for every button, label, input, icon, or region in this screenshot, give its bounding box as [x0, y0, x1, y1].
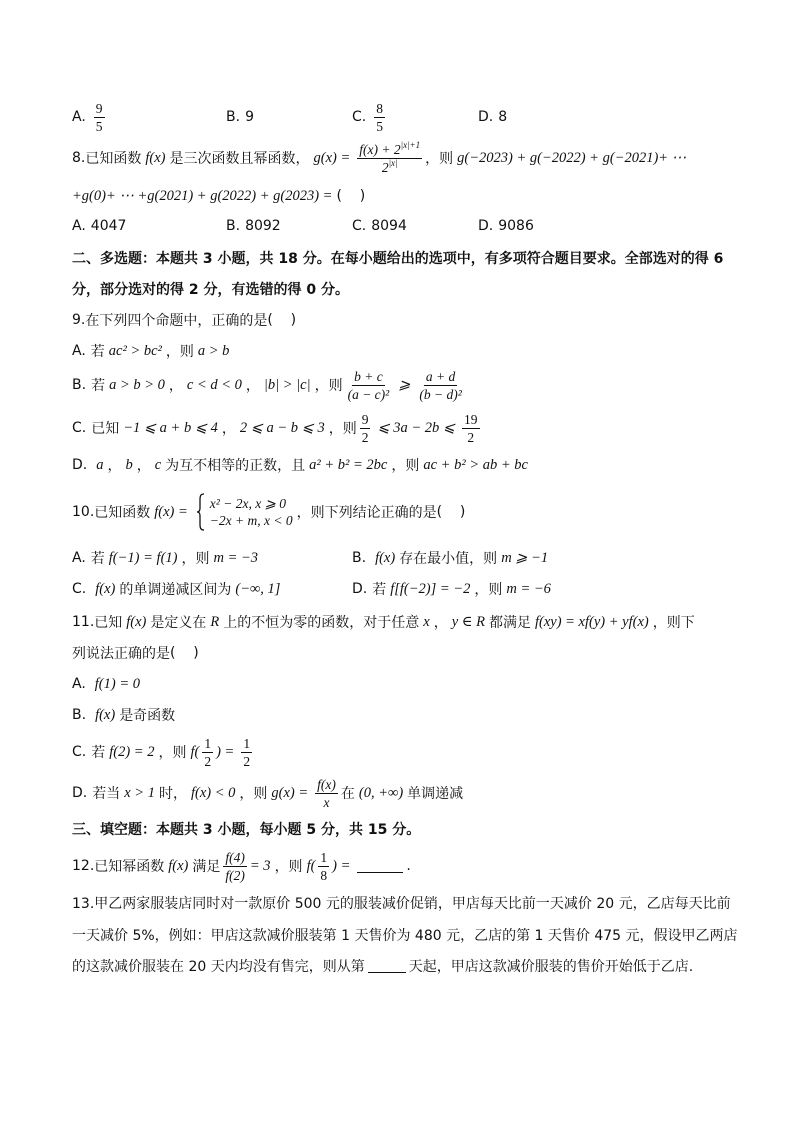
question-number: 9.: [72, 312, 86, 328]
stem-text: 都满足: [488, 615, 531, 631]
numerator: 8: [376, 100, 383, 116]
option-value: 9: [245, 109, 254, 125]
denominator: (b − d)²: [419, 386, 462, 402]
stem-text: ，则下列结论正确的是: [296, 505, 437, 521]
fraction: [315, 777, 338, 810]
numerator: a + d: [425, 368, 456, 384]
option-value: 8: [498, 109, 508, 125]
option-value: 4047: [90, 218, 127, 234]
stem-text: ，: [433, 615, 448, 631]
denominator: 2: [467, 429, 475, 445]
option-text: ，则: [328, 421, 357, 437]
denominator-base: 2: [381, 159, 389, 175]
q10-option-c: [72, 571, 284, 607]
q8-option-b: [226, 208, 281, 244]
math-expr: f(−1) = f(1): [108, 549, 178, 566]
option-label: B.: [226, 109, 241, 125]
left-brace-icon: [196, 493, 205, 531]
denominator: f(2): [225, 867, 245, 883]
option-text: ，则: [474, 582, 503, 598]
math-expr: R: [210, 613, 220, 630]
math-expr: (−∞, 1]: [235, 580, 281, 597]
fraction: [94, 101, 105, 134]
q8-stem-line-1: [72, 140, 690, 176]
math-expr: a² + b² = 2bc: [309, 456, 388, 473]
fraction: [318, 850, 329, 883]
stem-text: 在下列四个命题中，正确的是: [85, 313, 268, 329]
answer-blank: [368, 959, 406, 973]
option-label: C.: [72, 581, 87, 597]
stem-text: ，则下: [652, 615, 695, 631]
fraction: [223, 850, 247, 883]
q9-option-c: [72, 410, 483, 446]
stem-text: 已知函数: [85, 151, 142, 167]
numerator-base: f(x) + 2: [359, 141, 401, 157]
math-expr: c: [154, 456, 162, 473]
option-text: 若: [372, 582, 387, 598]
option-label: D.: [72, 785, 88, 801]
option-text: ，: [221, 421, 236, 437]
math-expr: f(xy) = xf(y) + yf(x): [534, 613, 649, 630]
option-text: ，则: [181, 551, 210, 567]
option-label: A.: [72, 550, 86, 566]
option-text: 存在最小值，则: [399, 551, 498, 567]
math-expr: x: [423, 613, 430, 630]
numerator: 9: [95, 100, 103, 116]
math-expr: f(x): [95, 580, 116, 597]
fraction: [346, 369, 392, 402]
option-label: D.: [478, 218, 494, 234]
q9-option-d: [72, 447, 532, 483]
stem-text: 满足: [192, 859, 221, 875]
math-expr: f(: [306, 857, 316, 874]
stem-text: 已知幂函数: [94, 859, 165, 875]
denominator: 2: [243, 753, 251, 769]
math-expr: a > b: [197, 342, 230, 359]
math-expr: f[f(−2)] = −2: [390, 580, 471, 597]
q7-option-b: [226, 99, 254, 135]
math-expr: +g(0)+ ⋯ +g(2021) + g(2022) + g(2023) =: [72, 187, 333, 204]
stem-text: 列说法正确的是: [72, 646, 170, 662]
q11-option-b: [72, 697, 175, 733]
section-3-heading: [72, 811, 420, 847]
question-number: 8.: [72, 150, 86, 166]
q7-option-a: [72, 99, 108, 135]
option-value: 9086: [498, 218, 534, 234]
q12-stem: [72, 848, 411, 884]
answer-parentheses: ( ): [267, 312, 297, 328]
answer-parentheses: ( ): [436, 504, 466, 520]
q13-stem-line-1: [72, 885, 731, 921]
denominator: 2: [361, 429, 369, 445]
q9-option-a: [72, 333, 233, 369]
answer-parentheses: ( ): [336, 188, 366, 204]
option-label: D.: [478, 109, 494, 125]
stem-text: 天起，甲店这款减价服装的售价开始低于乙店.: [408, 959, 694, 975]
denominator: 2: [204, 753, 212, 769]
q8-option-c: [352, 208, 407, 244]
denominator: x: [323, 794, 330, 810]
math-expr: f(2) = 2: [109, 743, 155, 760]
math-expr: a > b > 0: [109, 376, 165, 393]
stem-text: 已知函数: [94, 505, 151, 521]
option-text: 的单调递减区间为: [119, 582, 232, 598]
math-expr: c < d < 0: [186, 376, 242, 393]
math-expr: y ∈ R: [451, 613, 485, 630]
case-row-1: x² − 2x, x ⩾ 0: [209, 496, 286, 511]
option-label: A.: [72, 343, 86, 359]
numerator: f(4): [225, 849, 245, 865]
stem-text: 已知: [94, 615, 123, 631]
denominator: 5: [95, 118, 103, 134]
q11-option-d: [72, 775, 463, 811]
stem-text: 是定义在: [150, 615, 207, 631]
denominator: [380, 159, 400, 175]
math-expr: −1 ⩽ a + b ⩽ 4: [123, 419, 218, 436]
math-expr: f(: [190, 743, 200, 760]
option-label: B.: [352, 550, 367, 566]
option-text: 在: [340, 786, 355, 802]
option-label: D.: [352, 581, 368, 597]
stem-text: ，则: [425, 151, 454, 167]
math-expr: |b| > |c|: [263, 376, 311, 393]
option-text: ，则: [158, 745, 187, 761]
fraction: [241, 736, 252, 769]
option-value: 8092: [245, 218, 281, 234]
math-expr: ac + b² > ab + bc: [423, 456, 528, 473]
option-text: 若: [90, 551, 105, 567]
q11-option-c: [72, 734, 255, 770]
question-number: 10.: [72, 504, 95, 520]
numerator: [357, 139, 422, 159]
option-text: 已知: [91, 421, 120, 437]
math-expr: m = −3: [213, 549, 259, 566]
option-text: ，则: [314, 378, 343, 394]
math-expr: ac² > bc²: [108, 342, 162, 359]
stem-text: 是三次函数且幂函数，: [169, 151, 310, 167]
option-text: ，则: [239, 786, 268, 802]
piecewise-cases: [210, 495, 293, 529]
q13-stem-line-3: [72, 948, 693, 984]
option-text: 单调递减: [407, 786, 464, 802]
option-text: ，: [107, 458, 122, 474]
q10-stem: [72, 490, 465, 534]
denominator: 5: [376, 118, 383, 134]
math-expr: m = −6: [506, 580, 551, 597]
math-expr: f(x): [168, 857, 189, 874]
math-expr: g(x) =: [271, 784, 309, 801]
option-value: 8094: [371, 218, 407, 234]
numerator: f(x): [317, 776, 336, 792]
q8-option-d: [478, 208, 534, 244]
fraction: [462, 412, 480, 445]
fraction: [360, 412, 371, 445]
fraction: [417, 369, 463, 402]
q8-option-a: [72, 208, 126, 244]
math-expr: f(x): [145, 149, 166, 166]
math-expr: ) =: [332, 857, 351, 874]
stem-text: ，则: [274, 859, 303, 875]
math-expr: x > 1: [124, 784, 155, 801]
option-text: ，: [168, 378, 183, 394]
option-label: D.: [72, 457, 88, 473]
numerator: b + c: [354, 368, 383, 384]
answer-blank: [357, 859, 403, 873]
option-label: A.: [72, 676, 86, 692]
question-number: 12.: [72, 858, 95, 874]
option-label: B.: [226, 218, 241, 234]
math-relation: ⩾: [398, 376, 411, 393]
math-expr: m ⩾ −1: [501, 549, 549, 566]
option-text: 若: [91, 378, 106, 394]
math-expr: f(x): [126, 613, 147, 630]
option-label: C.: [72, 744, 87, 760]
option-text: 若当: [92, 786, 121, 802]
fraction: [202, 736, 213, 769]
math-expr: f(x) =: [154, 503, 188, 520]
option-text: ，则: [391, 458, 420, 474]
denominator: 8: [320, 867, 328, 883]
option-label: C.: [352, 218, 367, 234]
option-text: 时，: [158, 786, 187, 802]
q7-option-d: [478, 99, 507, 135]
section-heading: 分，部分选对的得 2 分，有选错的得 0 分。: [72, 282, 349, 298]
fraction: [357, 139, 422, 175]
q9-option-b: [72, 367, 467, 403]
numerator: 1: [243, 735, 251, 751]
math-expr: 2 ⩽ a − b ⩽ 3: [239, 419, 325, 436]
option-label: C.: [72, 420, 87, 436]
option-label: B.: [72, 707, 87, 723]
math-expr: f(1) = 0: [94, 675, 141, 692]
numerator: 19: [464, 411, 478, 427]
option-text: 若: [91, 745, 106, 761]
numerator: 9: [361, 411, 369, 427]
option-label: C.: [352, 109, 367, 125]
math-expr: ⩽ 3a − 2b ⩽: [377, 419, 456, 436]
math-expr: = 3: [249, 857, 271, 874]
option-text: ，则: [165, 344, 194, 360]
math-expr: f(x): [95, 706, 116, 723]
option-text: 为互不相等的正数，且: [165, 458, 306, 474]
q10-option-d: [352, 571, 555, 607]
section-heading: 二、多选题：本题共 3 小题，共 18 分。在每小题给出的选项中，有多项符合题目要求。全部选对的得 6: [72, 251, 724, 267]
stem-text: 的这款减价服装在 20 天内均没有售完，则从第: [72, 959, 365, 975]
case-row-2: −2x + m, x < 0: [209, 513, 293, 528]
answer-parentheses: ( ): [170, 645, 199, 661]
math-expr: a: [96, 456, 104, 473]
numerator: 1: [320, 849, 328, 865]
stem-text: 13.甲乙两家服装店同时对一款原价 500 元的服装减价促销，甲店每天比前一天减价 20 元，乙店每天比前: [72, 896, 731, 912]
math-expr: b: [125, 456, 133, 473]
fraction: [374, 101, 385, 134]
numerator: 1: [204, 735, 212, 751]
math-expr: f(x) < 0: [190, 784, 236, 801]
option-text: ，: [136, 458, 151, 474]
option-text: ，: [245, 378, 260, 394]
section-heading: 三、填空题：本题共 3 小题，每小题 5 分，共 15 分。: [72, 822, 421, 838]
math-expr: (0, +∞): [358, 784, 404, 801]
option-text: 是奇函数: [119, 708, 176, 724]
stem-text: .: [406, 858, 411, 874]
piecewise-definition: [196, 493, 293, 531]
question-number: 11.: [72, 614, 95, 630]
q7-option-c: [352, 99, 388, 135]
math-expr: g(−2023) + g(−2022) + g(−2021)+ ⋯: [457, 149, 687, 166]
stem-text: 一天减价 5%，例如：甲店这款减价服装第 1 天售价为 480 元，乙店的第 1 天售价 475 元，假设甲乙两店: [72, 928, 738, 944]
math-expr: g(x) =: [313, 149, 351, 166]
math-expr: f(x): [375, 549, 396, 566]
math-expr: ) =: [216, 743, 235, 760]
stem-text: 上的不恒为零的函数，对于任意: [223, 615, 420, 631]
option-label: A.: [72, 109, 86, 125]
numerator-exponent: |x|+1: [400, 139, 421, 150]
denominator: (a − c)²: [347, 386, 390, 402]
option-label: B.: [72, 377, 87, 393]
option-text: 若: [90, 344, 105, 360]
option-label: A.: [72, 218, 86, 234]
denominator-exponent: |x|: [388, 157, 398, 168]
